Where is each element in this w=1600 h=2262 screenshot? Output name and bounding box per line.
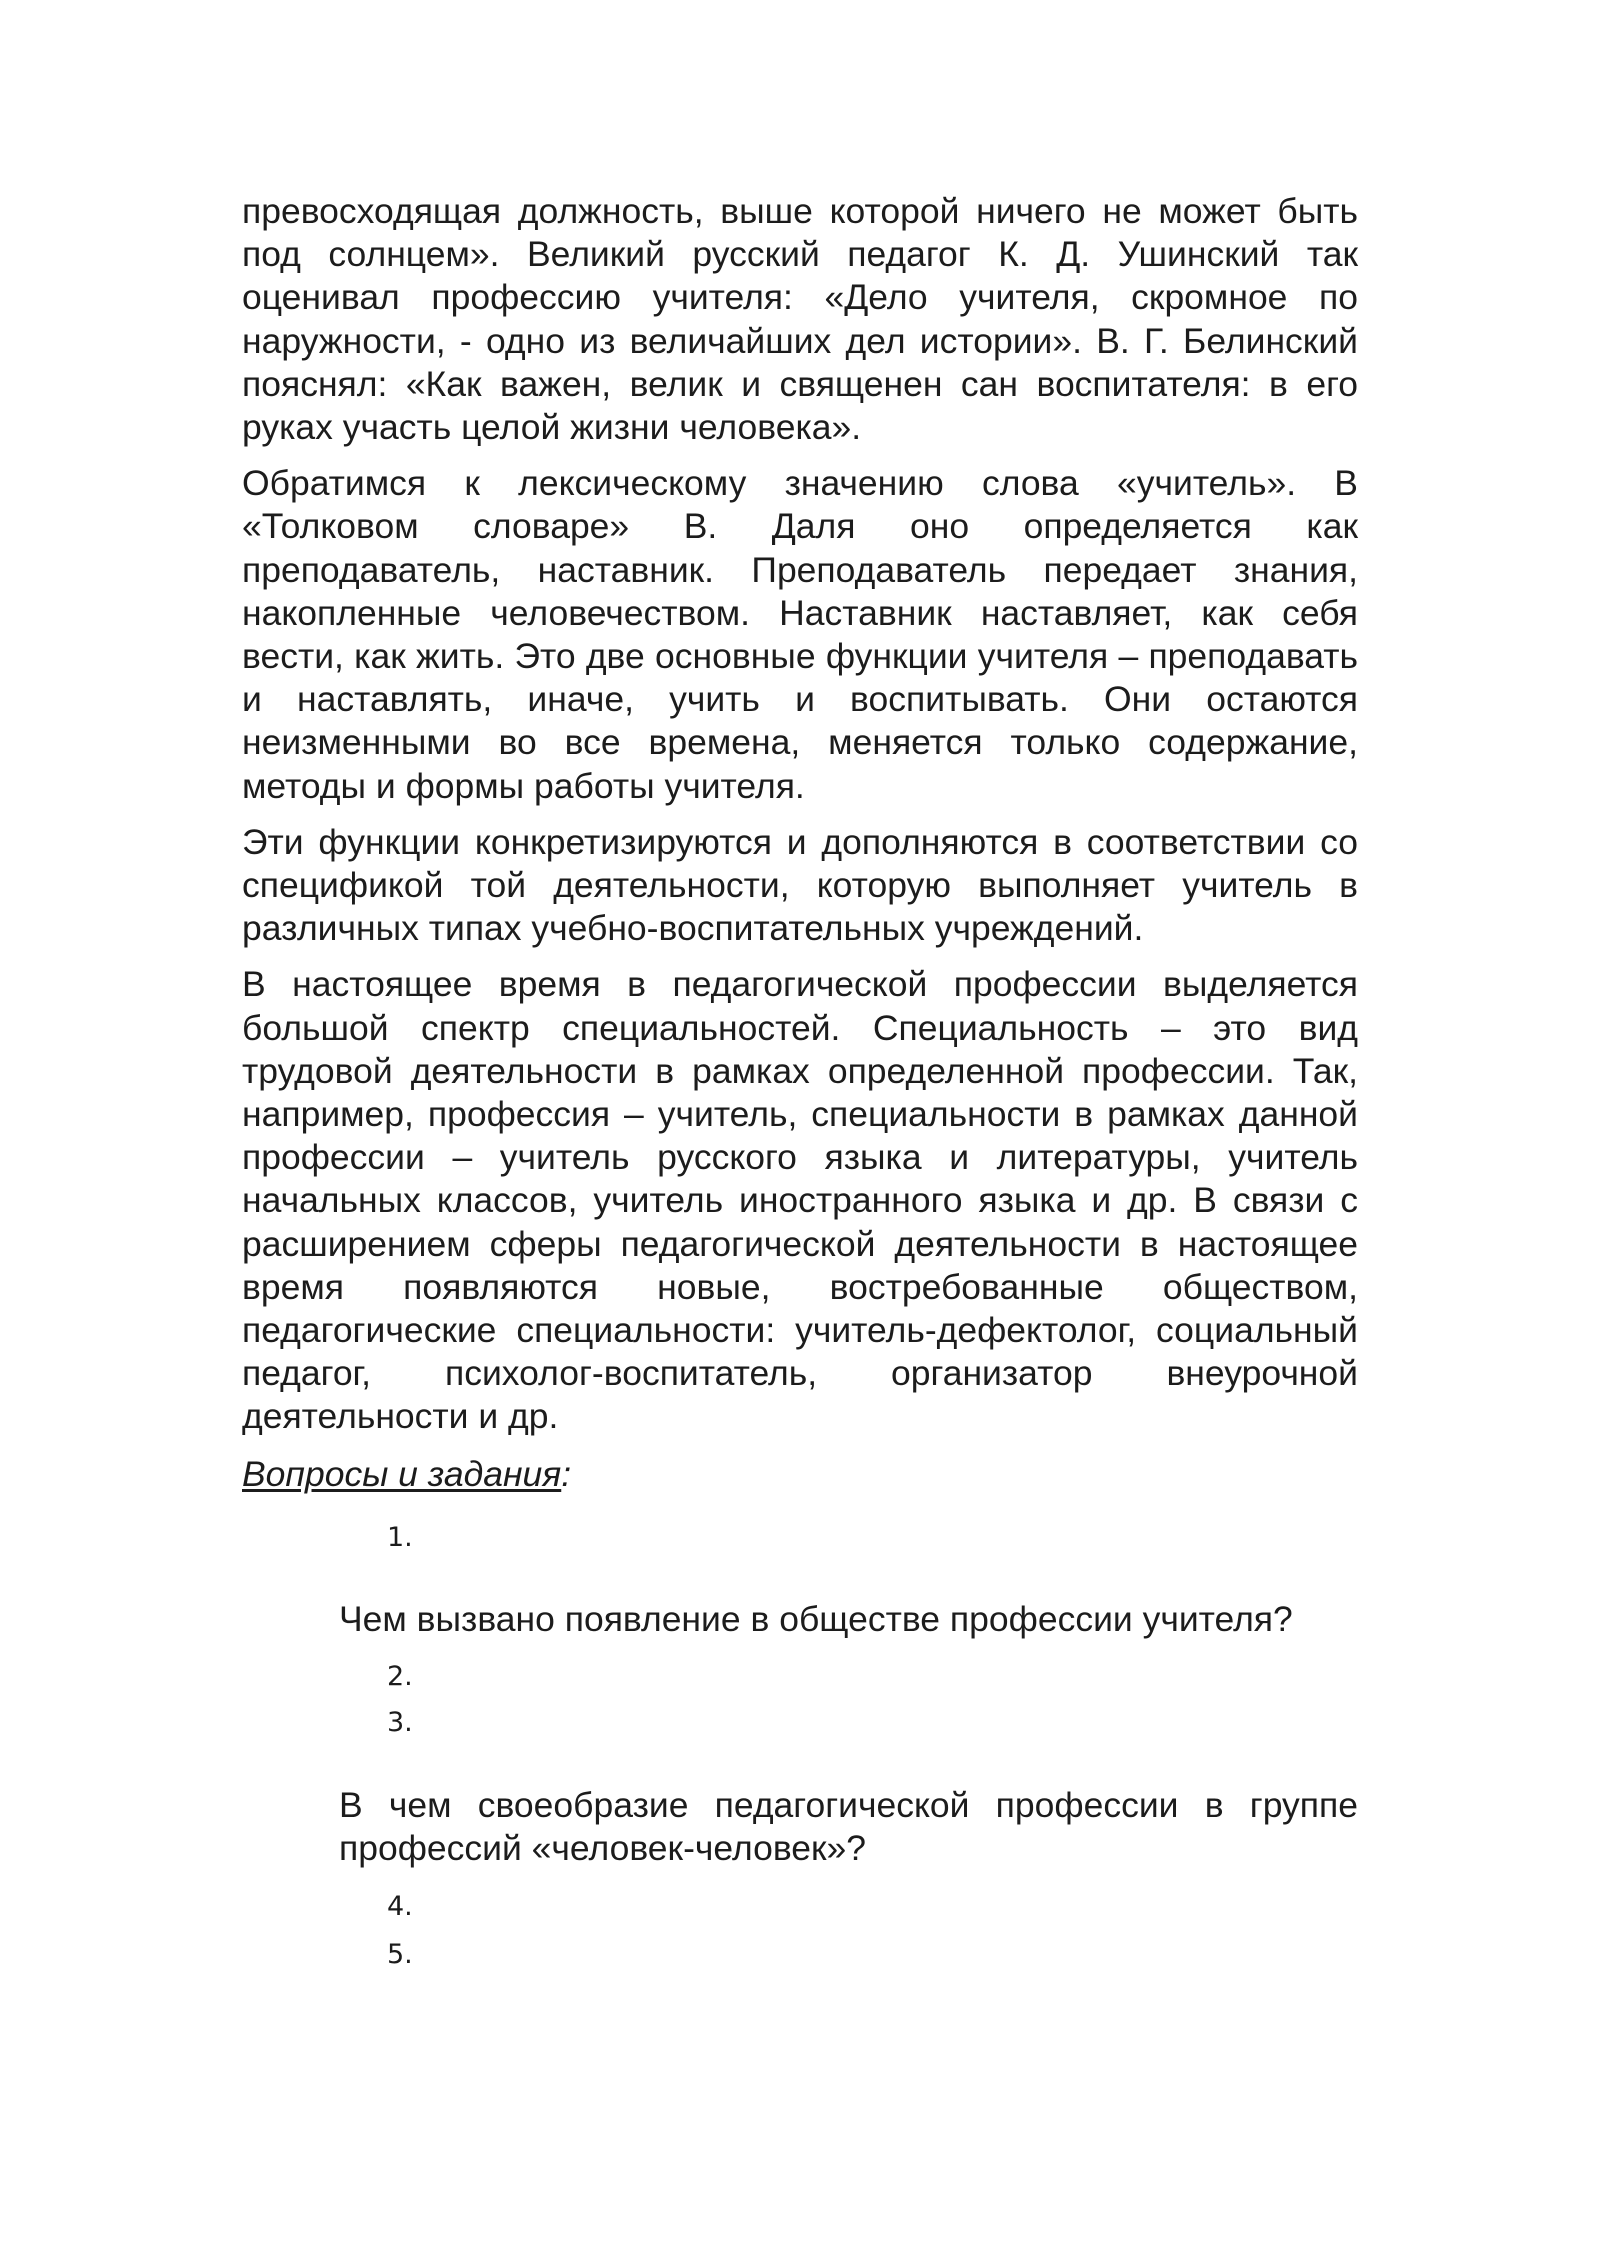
questions-heading-colon: :	[561, 1453, 572, 1494]
paragraph-1: превосходящая должность, выше которой ничего не может быть под солнцем». Великий русский педагог К. Д. Ушинский так оценивал профессию учителя: «Дело учителя, скромное по наружности, - одно из величайших дел истории». В. Г. Белинский пояснял: «Как важен, велик и священен сан воспитателя: в его руках участь целой жизни человека».	[242, 191, 1358, 448]
list-number-4: 4.	[387, 1891, 413, 1922]
body-text	[242, 190, 1358, 1496]
list-number-1: 1.	[387, 1522, 413, 1553]
list-number-5: 5.	[387, 1939, 413, 1970]
question-1: Чем вызвано появление в обществе профессии учителя?	[339, 1599, 1293, 1639]
questions-heading-text: Вопросы и задания	[242, 1453, 562, 1494]
paragraph-2: Обратимся к лексическому значению слова «учитель». В «Толковом словаре» В. Даля оно определяется как преподаватель, наставник. Преподаватель передает знания, накопленные человечеством. Наставник наставляет, как себя вести, как жить. Это две основные функции учителя – преподавать и наставлять, иначе, учить и воспитывать. Они остаются неизменными во все времена, меняется только содержание, методы и формы работы учителя.	[242, 463, 1358, 806]
paragraph-4: В настоящее время в педагогической профессии выделяется большой спектр специальностей. Специальность – это вид трудовой деятельности в рамках определенной профессии. Так, например, профессия – учитель, специальности в рамках данной профессии – учитель русского языка и литературы, учитель начальных классов, учитель иностранного языка и др. В связи с расширением сферы педагогической деятельности в настоящее время появляются новые, востребованные обществом, педагогические специальности: учитель-дефектолог, социальный педагог, психолог-воспитатель, организатор внеурочной деятельности и др.	[242, 964, 1358, 1437]
question-2: В чем своеобразие педагогической профессии в группе профессий «человек-человек»?	[339, 1785, 1358, 1869]
list-number-3: 3.	[387, 1707, 413, 1738]
paragraph-3: Эти функции конкретизируются и дополняются в соответствии со спецификой той деятельности, которую выполняет учитель в различных типах учебно-воспитательных учреждений.	[242, 821, 1358, 949]
questions-heading	[242, 1452, 1358, 1496]
list-number-2: 2.	[387, 1661, 413, 1692]
